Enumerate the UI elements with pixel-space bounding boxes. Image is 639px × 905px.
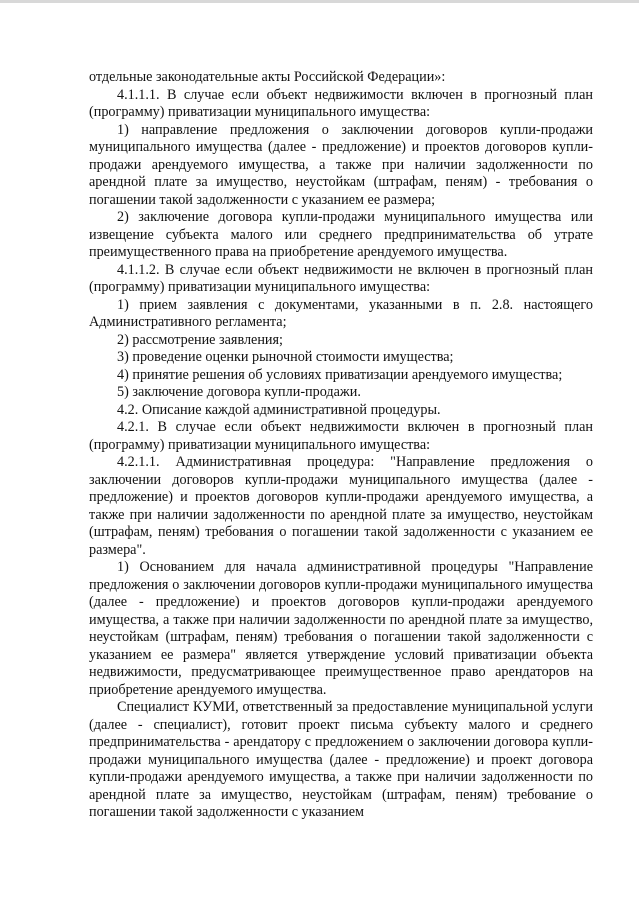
paragraph-2: 4.1.1.1. В случае если объект недвижимости включен в прогнозный план (программу) приватизации муниципального имущества:	[89, 86, 593, 120]
paragraph-6: 1) прием заявления с документами, указанными в п. 2.8. настоящего Административного регламента;	[89, 296, 593, 330]
paragraph-12: 4.2.1. В случае если объект недвижимости включен в прогнозный план (программу) приватизации муниципального имущества:	[89, 419, 593, 453]
paragraph-10: 5) заключение договора купли-продажи.	[117, 384, 361, 400]
paragraph-3: 1) направление предложения о заключении договоров купли-продажи муниципального имущества (далее - предложение) и проектов договоров купли-продажи арендуемого имущества, а также при наличии задолженности по арендной плате за имущество, неустойкам (штрафам, пеням) - требования о погашении такой задолженности с указанием ее размера;	[89, 121, 593, 208]
paragraph-14: 1) Основанием для начала административной процедуры "Направление предложения о заключении договоров купли-продажи муниципального имущества (далее - предложение) и проектов договоров купли-продажи арендуемого имущества, а также при наличии задолженности по арендной плате за имущество, неустойкам (штрафам, пеням) требования о погашении такой задолженности с указанием ее размера" является утверждение условий приватизации объекта недвижимости, предусматривающее преимущественное право арендаторов на приобретение арендуемого имущества.	[89, 559, 593, 698]
paragraph-9: 4) принятие решения об условиях приватизации арендуемого имущества;	[117, 366, 563, 383]
paragraph-8: 3) проведение оценки рыночной стоимости имущества;	[117, 349, 454, 365]
paragraph-11: 4.2. Описание каждой административной процедуры.	[117, 401, 441, 418]
paragraph-5: 4.1.1.2. В случае если объект недвижимости не включен в прогнозный план (программу) приватизации муниципального имущества:	[89, 261, 593, 295]
paragraph-4: 2) заключение договора купли-продажи муниципального имущества или извещение субъекта малого или среднего предпринимательства об утрате преимущественного права на приобретение арендуемого имущества.	[89, 209, 593, 260]
paragraph-1: отдельные законодательные акты Российской Федерации»:	[89, 69, 446, 85]
scan-edge	[0, 0, 639, 3]
document-body	[89, 69, 593, 822]
paragraph-13: 4.2.1.1. Административная процедура: "Направление предложения о заключении договоров купли-продажи муниципального имущества (далее - предложение) и проектов договоров купли-продажи арендуемого имущества, а также при наличии задолженности по арендной плате за имущество, неустойкам (штрафам, пеням) требования о погашении такой задолженности с указанием ее размера".	[89, 454, 593, 558]
paragraph-7: 2) рассмотрение заявления;	[117, 331, 283, 348]
paragraph-15: Специалист КУМИ, ответственный за предоставление муниципальной услуги (далее - специалист), готовит проект письма субъекту малого и среднего предпринимательства - арендатору с предложением о заключении договора купли-продажи муниципального имущества (далее - предложение) и проект договора купли-продажи арендуемого имущества, а также при наличии задолженности по арендной плате за имущество, неустойкам (штрафам, пеням) требование о погашении такой задолженности с указанием	[89, 699, 593, 820]
